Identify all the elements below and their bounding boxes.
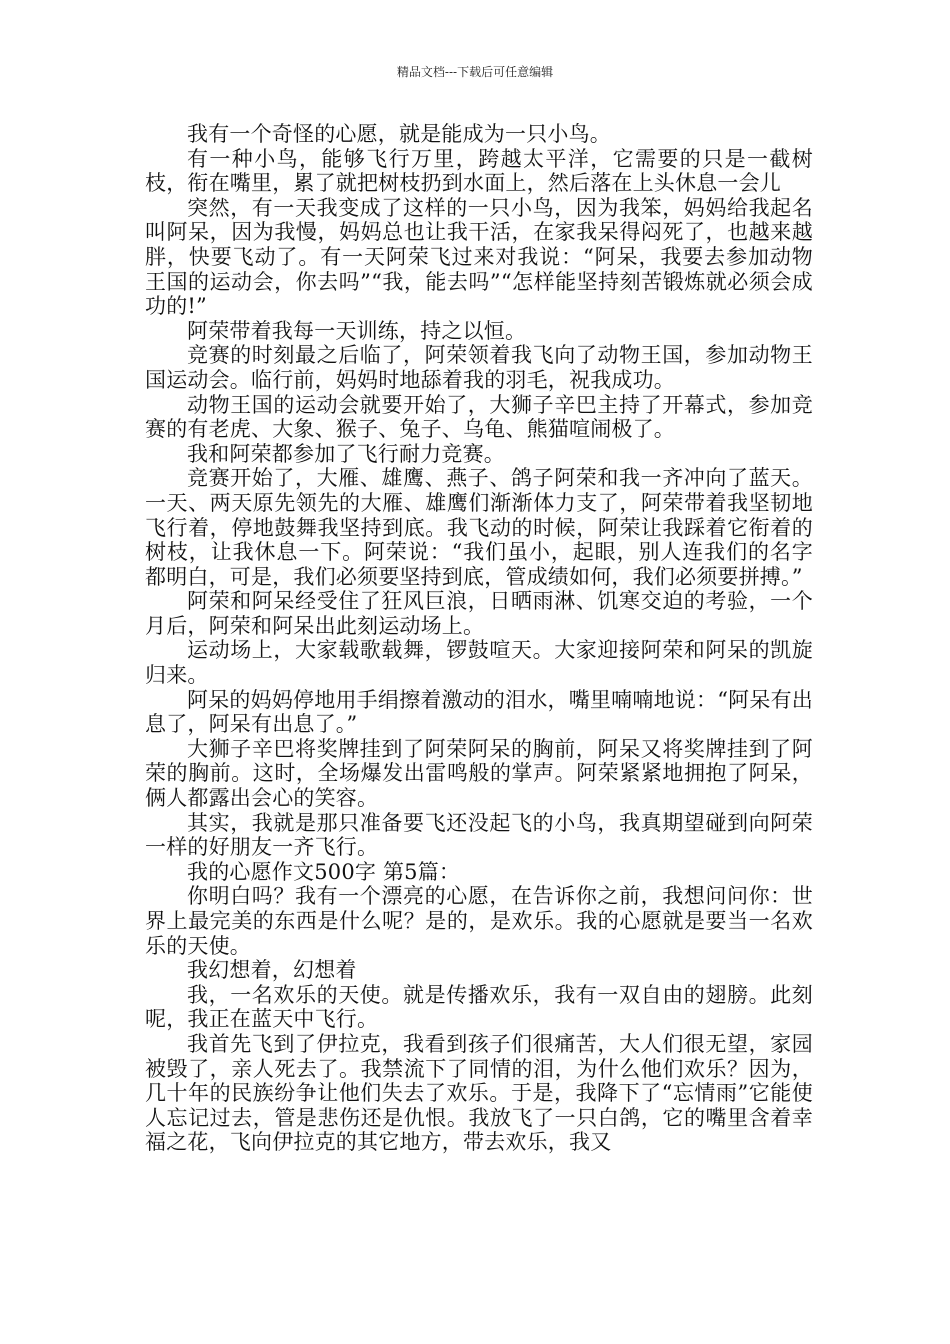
paragraph: 阿荣和阿呆经受住了狂风巨浪，日晒雨淋、饥寒交迫的考验，一个月后，阿荣和阿呆出此刻运动场上。	[145, 589, 813, 638]
paragraph: 我首先飞到了伊拉克，我看到孩子们很痛苦，大人们很无望，家园被毁了，亲人死去了。我禁流下了同情的泪，为什么他们欢乐？因为，几十年的民族纷争让他们失去了欢乐。于是，我降下了“忘情雨”它能使人忘记过去，管是悲伤还是仇恨。我放飞了一只白鸽，它的嘴里含着幸福之花，飞向伊拉克的其它地方，带去欢乐，我又	[145, 1031, 813, 1155]
paragraph: 我幻想着，幻想着	[187, 958, 357, 983]
paragraph: 突然，有一天我变成了这样的一只小鸟，因为我笨，妈妈给我起名叫阿呆，因为我慢，妈妈总也让我干活，在家我呆得闷死了，也越来越胖，快要飞动了。有一天阿荣飞过来对我说：“阿呆，我要去参加动物王国的运动会，你去吗”“我，能去吗”“怎样能坚持刻苦锻炼就必须会成功的!”	[145, 195, 813, 319]
paragraph: 竞赛开始了，大雁、雄鹰、燕子、鸽子阿荣和我一齐冲向了蓝天。一天、两天原先领先的大雁、雄鹰们渐渐体力支了，阿荣带着我坚韧地飞行着，停地鼓舞我坚持到底。我飞动的时候，阿荣让我踩着它衔着的树枝，让我休息一下。阿荣说：“我们虽小，起眼，别人连我们的名字都明白，可是，我们必须要坚持到底，管成绩如何，我们必须要拼搏。”	[145, 466, 813, 589]
paragraph: 阿荣带着我每一天训练，持之以恒。	[187, 318, 527, 343]
paragraph: 大狮子辛巴将奖牌挂到了阿荣阿呆的胸前，阿呆又将奖牌挂到了阿荣的胸前。这时，全场爆发出雷鸣般的掌声。阿荣紧紧地拥抱了阿呆，俩人都露出会心的笑容。	[145, 736, 813, 811]
article-body	[145, 122, 813, 1155]
paragraph: 运动场上，大家载歌载舞，锣鼓喧天。大家迎接阿荣和阿呆的凯旋归来。	[145, 638, 813, 688]
paragraph: 我，一名欢乐的天使。就是传播欢乐，我有一双自由的翅膀。此刻呢，我正在蓝天中飞行。	[145, 982, 813, 1032]
paragraph: 我和阿荣都参加了飞行耐力竞赛。	[187, 441, 505, 466]
paragraph: 其实，我就是那只准备要飞还没起飞的小鸟，我真期望碰到向阿荣一样的好朋友一齐飞行。	[145, 810, 813, 860]
paragraph: 我有一个奇怪的心愿，就是能成为一只小鸟。	[187, 122, 611, 146]
page-header: 精品文档---下载后可任意编辑	[396, 65, 554, 79]
paragraph: 动物王国的运动会就要开始了，大狮子辛巴主持了开幕式，参加竞赛的有老虎、大象、猴子、兔子、乌龟、熊猫喧闹极了。	[145, 392, 813, 442]
section-heading: 我的心愿作文500字 第5篇：	[187, 859, 461, 884]
paragraph: 阿呆的妈妈停地用手绢擦着激动的泪水，嘴里喃喃地说：“阿呆有出息了，阿呆有出息了。”	[145, 687, 813, 737]
paragraph: 你明白吗？我有一个漂亮的心愿，在告诉你之前，我想问问你：世界上最完美的东西是什么呢？是的，是欢乐。我的心愿就是要当一名欢乐的天使。	[145, 884, 813, 958]
paragraph: 有一种小鸟，能够飞行万里，跨越太平洋，它需要的只是一截树枝，衔在嘴里，累了就把树枝扔到水面上，然后落在上头休息一会儿	[145, 146, 813, 196]
paragraph: 竞赛的时刻最之后临了，阿荣领着我飞向了动物王国，参加动物王国运动会。临行前，妈妈时地舔着我的羽毛，祝我成功。	[145, 343, 813, 392]
